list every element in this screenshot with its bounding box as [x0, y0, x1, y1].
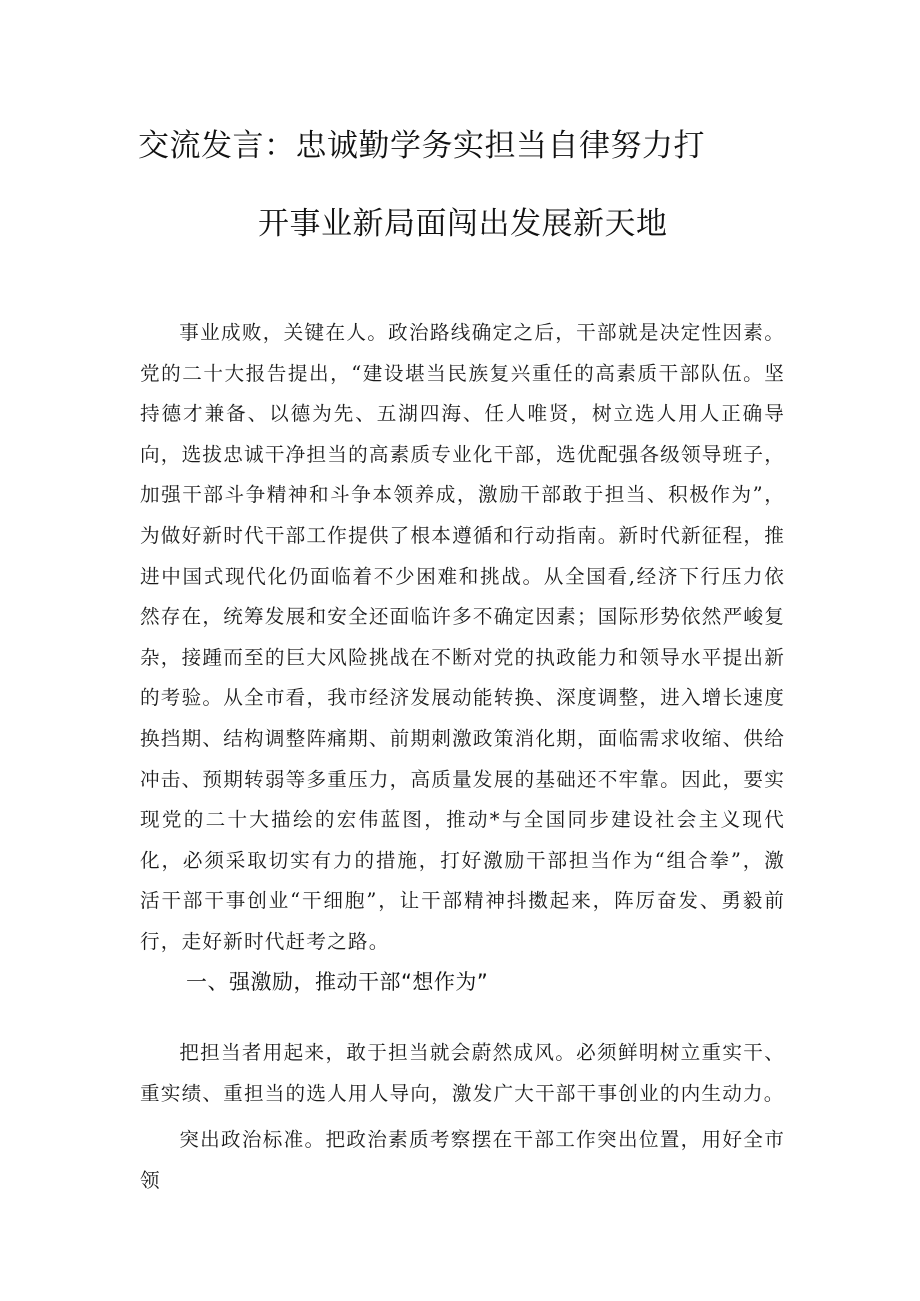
section-heading-1: 一、强激励，推动干部“想作为”	[186, 970, 489, 994]
document-title-line-1: 交流发言：忠诚勤学务实担当自律努力打	[138, 128, 705, 164]
section-1-paragraph-1: 把担当者用起来，敢于担当就会蔚然成风。必须鲜明树立重实干、重实绩、重担当的选人用人导向，激发广大干部干事创业的内生动力。	[140, 1041, 785, 1105]
document-title-line-2: 开事业新局面闯出发展新天地	[258, 206, 668, 242]
section-1-paragraph-2: 突出政治标准。把政治素质考察摆在干部工作突出位置，用好全市领	[140, 1128, 785, 1192]
intro-paragraph: 事业成败，关键在人。政治路线确定之后，干部就是决定性因素。党的二十大报告提出，“建设堪当民族复兴重任的高素质干部队伍。坚持德才兼备、以德为先、五湖四海、任人唯贤，树立选人用人正确导向，选拔忠诚干净担当的高素质专业化干部，选优配强各级领导班子，加强干部斗争精神和斗争本领养成，激励干部敢于担当、积极作为”，为做好新时代干部工作提供了根本遵循和行动指南。新时代新征程，推进中国式现代化仍面临着不少困难和挑战。从全国看,经济下行压力依然存在，统筹发展和安全还面临许多不确定因素；国际形势依然严峻复杂，接踵而至的巨大风险挑战在不断对党的执政能力和领导水平提出新的考验。从全市看，我市经济发展动能转换、深度调整，进入增长速度换挡期、结构调整阵痛期、前期刺激政策消化期，面临需求收缩、供给冲击、预期转弱等多重压力，高质量发展的基础还不牢靠。因此，要实现党的二十大描绘的宏伟蓝图，推动*与全国同步建设社会主义现代化，必须采取切实有力的措施，打好激励干部担当作为“组合拳”，激活干部干事创业“干细胞”，让干部精神抖擞起来，阵厉奋发、勇毅前行，走好新时代赶考之路。	[140, 321, 785, 953]
